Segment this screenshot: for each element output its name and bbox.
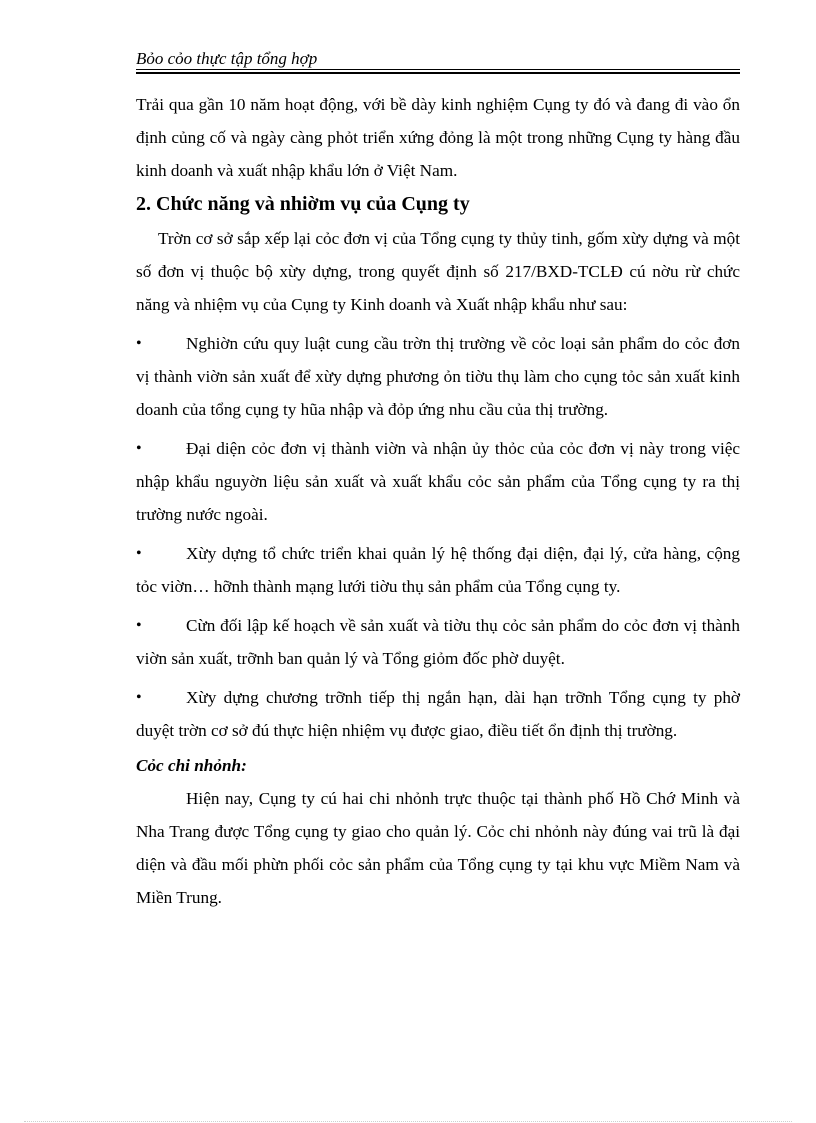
page-header: [136, 48, 740, 72]
bullet-text: Cừn đối lập kế hoạch về sản xuất và tiờu thụ cỏc sản phẩm do cỏc đơn vị thành viờn sản xuất, trỡnh ban quản lý và Tổng giỏm đốc phờ duyệt.: [136, 616, 740, 668]
branches-heading: Cỏc chi nhỏnh:: [136, 756, 247, 775]
section-heading: 2. Chức năng và nhiờm vụ của Cụng ty: [136, 193, 470, 215]
bullet-item: [136, 681, 740, 747]
bullet-text: Nghiờn cứu quy luật cung cầu trờn thị trường về cỏc loại sản phẩm do cỏc đơn vị thành viờn sản xuất để xừy dựng phương ỏn tiờu thụ làm cho cụng tỏc sản xuất kinh doanh của tổng cụng ty hũa nhập và đỏp ứng nhu cầu của thị trường.: [136, 334, 740, 419]
bullet-icon: •: [136, 440, 142, 457]
document-body: [136, 88, 740, 914]
intro-paragraph: Trải qua gần 10 năm hoạt động, với bề dày kinh nghiệm Cụng ty đó và đang đi vào ổn định củng cố và ngày càng phỏt triển xứng đỏng là một trong những Cụng ty hàng đầu kinh doanh và xuất nhập khẩu lớn ở Việt Nam.: [136, 95, 740, 180]
bullet-text: Xừy dựng tổ chức triển khai quản lý hệ thống đại diện, đại lý, cửa hàng, cộng tỏc viờn… hỡnh thành mạng lưới tiờu thụ sản phẩm của Tổng cụng ty.: [136, 544, 740, 596]
bullet-icon: •: [136, 617, 142, 634]
header-rule-thick: [136, 72, 740, 74]
bullet-item: [136, 432, 740, 531]
section-intro-paragraph: Trờn cơ sở sắp xếp lại cỏc đơn vị của Tổng cụng ty thủy tinh, gốm xừy dựng và một số đơn vị thuộc bộ xừy dựng, trong quyết định số 217/BXD-TCLĐ cú nờu rừ chức năng và nhiệm vụ của Cụng ty Kinh doanh và Xuất nhập khẩu như sau:: [136, 229, 740, 314]
bullet-item: [136, 537, 740, 603]
header-rule-thin: [136, 69, 740, 70]
bullet-icon: •: [136, 545, 142, 562]
bullet-text: Đại diện cỏc đơn vị thành viờn và nhận ủy thỏc của cỏc đơn vị này trong việc nhập khẩu nguyờn liệu sản xuất và xuất khẩu cỏc sản phẩm của Tổng cụng ty ra thị trường nước ngoài.: [136, 439, 740, 524]
bullet-item: [136, 609, 740, 675]
bullet-icon: •: [136, 689, 142, 706]
page-bottom-border: [24, 1121, 792, 1122]
bullet-icon: •: [136, 335, 142, 352]
branches-paragraph: Hiện nay, Cụng ty cú hai chi nhỏnh trực thuộc tại thành phố Hồ Chớ Minh và Nha Trang được Tổng cụng ty giao cho quản lý. Cỏc chi nhỏnh này đúng vai trũ là đại diện và đầu mối phừn phối cỏc sản phẩm của Tổng cụng ty tại khu vực Miềm Nam và Miền Trung.: [136, 789, 740, 907]
bullet-item: [136, 327, 740, 426]
header-title: Bỏo cỏo thực tập tổng hợp: [136, 49, 318, 68]
bullet-text: Xừy dựng chương trỡnh tiếp thị ngắn hạn, dài hạn trỡnh Tổng cụng ty phờ duyệt trờn cơ sở đú thực hiện nhiệm vụ được giao, điều tiết ổn định thị trường.: [136, 688, 740, 740]
